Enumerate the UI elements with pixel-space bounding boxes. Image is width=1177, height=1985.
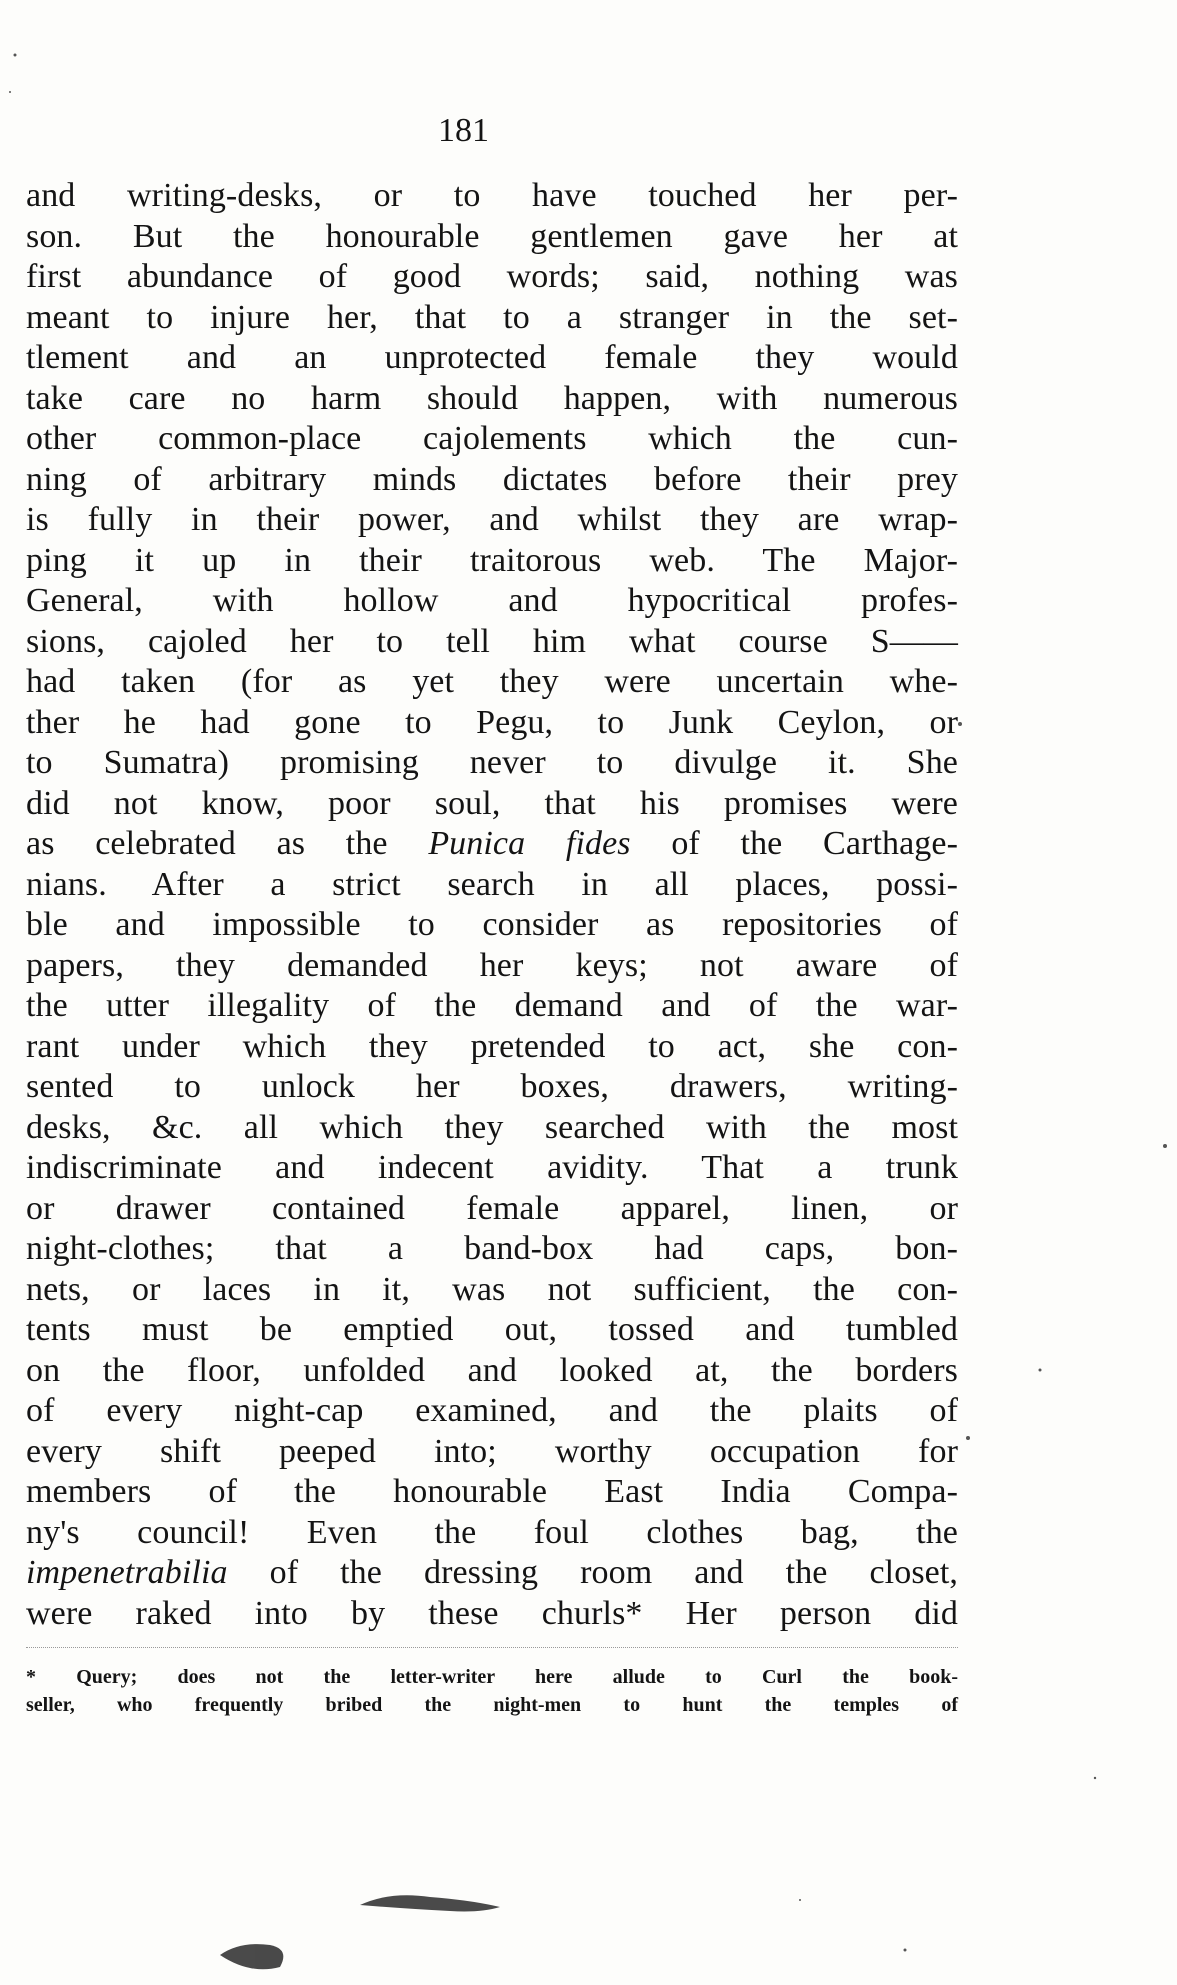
text-line: ping it up in their traitorous web. The Major-: [26, 541, 958, 579]
text-line: desks, &c. all which they searched with the most: [26, 1108, 958, 1146]
text-line: of every night-cap examined, and the plaits of: [26, 1392, 958, 1429]
text-line: ther he had gone to Pegu, to Junk Ceylon, or: [26, 703, 958, 741]
text-line: nets, or laces in it, was not sufficient, the con-: [26, 1270, 958, 1308]
text-line-italic-punica: as celebrated as the Punica fides of the Carthage-: [26, 825, 958, 862]
text-line: were raked into by these churls* Her person did: [26, 1594, 958, 1632]
text-line: on the floor, unfolded and looked at, the borders: [26, 1351, 958, 1389]
text-line: son. But the honourable gentlemen gave her at: [26, 217, 958, 255]
text-line: sented to unlock her boxes, drawers, writing-: [26, 1068, 958, 1105]
text-line: tlement and an unprotected female they would: [26, 339, 958, 376]
text-line: sions, cajoled her to tell him what course S——: [26, 622, 958, 660]
text-line: nians. After a strict search in all places, possi-: [26, 865, 958, 903]
text-line: is fully in their power, and whilst they are wrap-: [26, 501, 958, 538]
footnote-line: seller, who frequently bribed the night-men to hunt the temples of: [26, 1694, 958, 1716]
italic-term: Punica fides: [428, 825, 631, 862]
text-line-italic-impenetrabilia: impenetrabilia of the dressing room and the closet,: [26, 1554, 958, 1591]
footnote-line: * Query; does not the letter-writer here allude to Curl the book-: [26, 1666, 958, 1688]
text-line: ble and impossible to consider as repositories of: [26, 906, 958, 943]
text-line: take care no harm should happen, with numerous: [26, 379, 958, 417]
text-line: to Sumatra) promising never to divulge it. She: [26, 744, 958, 781]
page-number-text: 181: [438, 112, 489, 149]
text-line: or drawer contained female apparel, linen, or: [26, 1189, 958, 1227]
text-line: ny's council! Even the foul clothes bag, the: [26, 1513, 958, 1551]
text-line: first abundance of good words; said, nothing was: [26, 258, 958, 295]
text-line: indiscriminate and indecent avidity. That a trunk: [26, 1149, 958, 1186]
text-line: General, with hollow and hypocritical profes-: [26, 582, 958, 619]
text-line: meant to injure her, that to a stranger in the set-: [26, 298, 958, 336]
text-line: other common-place cajolements which the cun-: [26, 420, 958, 457]
text-line: members of the honourable East India Compa-: [26, 1473, 958, 1510]
text-line: and writing-desks, or to have touched her per-: [26, 177, 958, 214]
text-line: night-clothes; that a band-box had caps, bon-: [26, 1230, 958, 1267]
text-line: papers, they demanded her keys; not aware of: [26, 946, 958, 984]
text-line: tents must be emptied out, tossed and tumbled: [26, 1311, 958, 1348]
text-line: did not know, poor soul, that his promises were: [26, 784, 958, 822]
text-line: ning of arbitrary minds dictates before their prey: [26, 460, 958, 498]
italic-term: impenetrabilia: [26, 1554, 228, 1591]
text-line: every shift peeped into; worthy occupation for: [26, 1432, 958, 1470]
text-line: rant under which they pretended to act, she con-: [26, 1027, 958, 1065]
text-line: the utter illegality of the demand and of the war-: [26, 987, 958, 1024]
text-line: had taken (for as yet they were uncertain whe-: [26, 663, 958, 700]
